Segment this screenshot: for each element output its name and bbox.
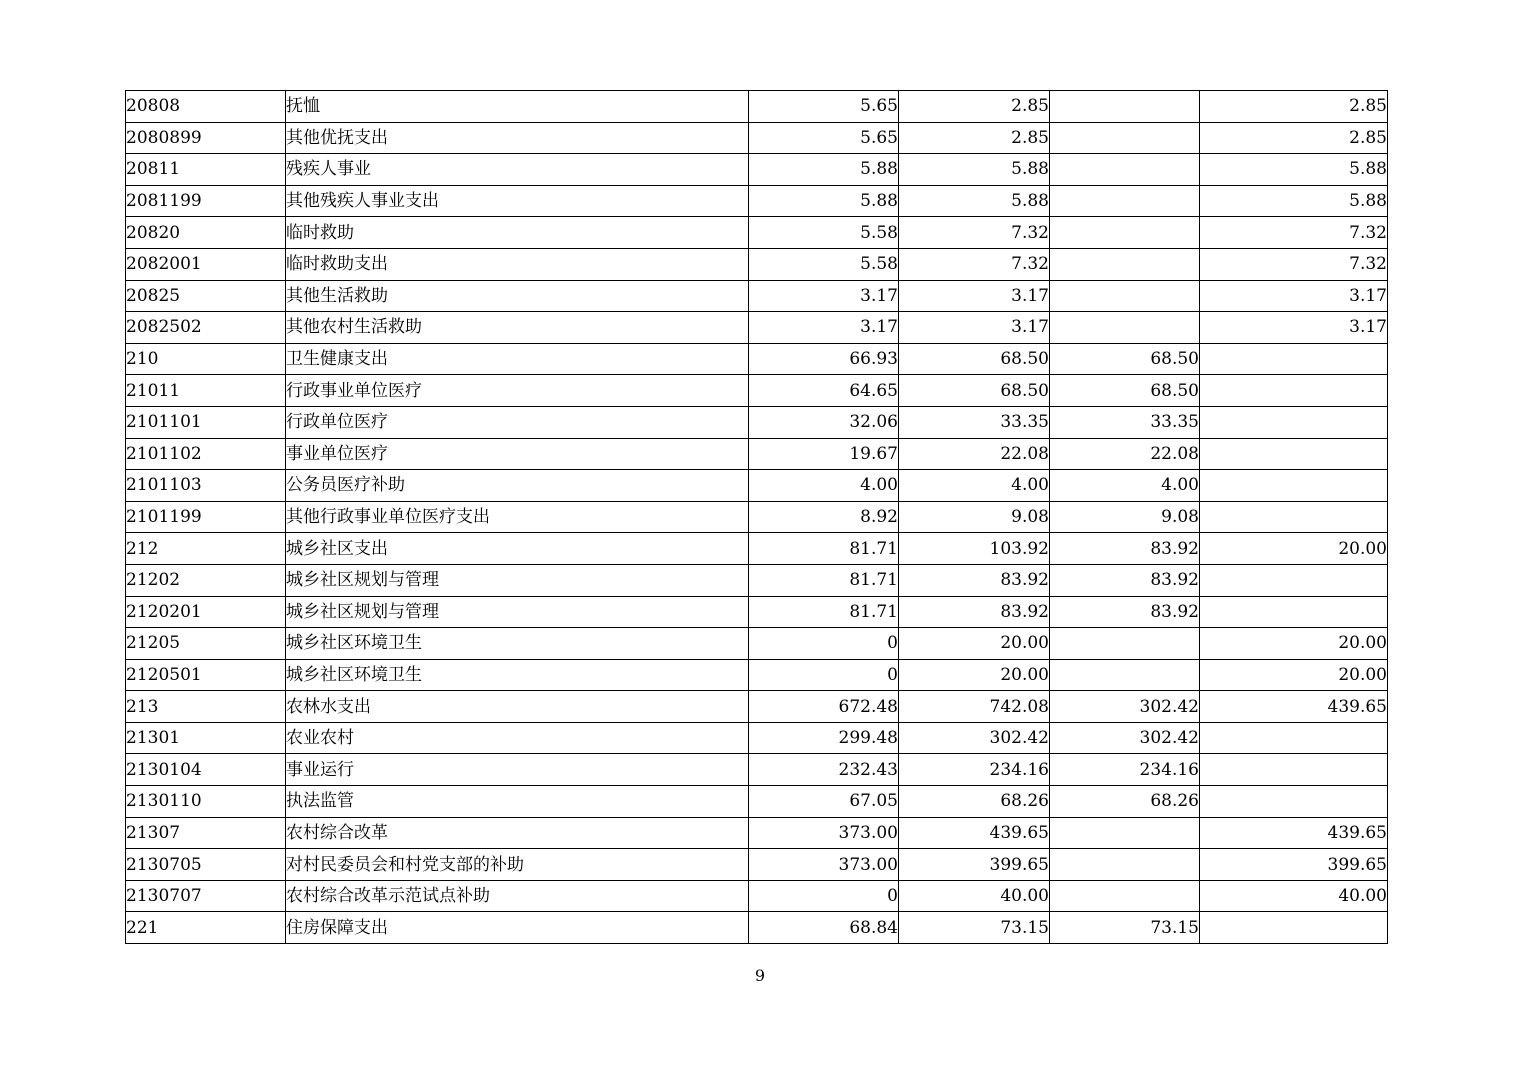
cell-value-v1: 5.88 [749,154,899,186]
cell-value-v3: 83.92 [1050,596,1200,628]
cell-value-v3 [1050,628,1200,660]
cell-code: 20808 [126,91,286,123]
cell-value-v3: 33.35 [1050,406,1200,438]
cell-name: 住房保障支出 [286,912,749,944]
cell-code: 2130110 [126,786,286,818]
cell-code: 2101199 [126,501,286,533]
cell-value-v4: 20.00 [1200,628,1388,660]
cell-value-v3 [1050,659,1200,691]
cell-name: 对村民委员会和村党支部的补助 [286,849,749,881]
cell-value-v2: 399.65 [899,849,1050,881]
cell-value-v1: 373.00 [749,849,899,881]
cell-value-v4: 40.00 [1200,880,1388,912]
cell-value-v3 [1050,185,1200,217]
cell-name: 事业单位医疗 [286,438,749,470]
cell-value-v1: 32.06 [749,406,899,438]
cell-value-v3: 68.50 [1050,343,1200,375]
cell-code: 20811 [126,154,286,186]
cell-value-v1: 5.58 [749,248,899,280]
cell-value-v2: 83.92 [899,564,1050,596]
table-row [126,754,1388,786]
table-row [126,470,1388,502]
cell-value-v1: 232.43 [749,754,899,786]
cell-name: 残疾人事业 [286,154,749,186]
cell-value-v2: 3.17 [899,312,1050,344]
cell-value-v1: 19.67 [749,438,899,470]
cell-value-v1: 5.88 [749,185,899,217]
cell-name: 卫生健康支出 [286,343,749,375]
cell-value-v2: 22.08 [899,438,1050,470]
cell-value-v2: 68.50 [899,375,1050,407]
cell-value-v3: 302.42 [1050,722,1200,754]
cell-value-v4 [1200,564,1388,596]
cell-value-v2: 7.32 [899,217,1050,249]
cell-value-v2: 103.92 [899,533,1050,565]
cell-name: 城乡社区规划与管理 [286,564,749,596]
cell-value-v1: 0 [749,880,899,912]
cell-value-v4 [1200,501,1388,533]
cell-code: 212 [126,533,286,565]
table-row [126,564,1388,596]
cell-value-v4: 20.00 [1200,533,1388,565]
cell-code: 2082001 [126,248,286,280]
cell-value-v4: 5.88 [1200,185,1388,217]
cell-value-v2: 9.08 [899,501,1050,533]
cell-name: 临时救助 [286,217,749,249]
table-row [126,628,1388,660]
table-body [126,91,1388,944]
cell-name: 行政事业单位医疗 [286,375,749,407]
cell-value-v4: 439.65 [1200,691,1388,723]
cell-value-v3 [1050,849,1200,881]
cell-code: 20825 [126,280,286,312]
cell-code: 2082502 [126,312,286,344]
cell-code: 21011 [126,375,286,407]
table-row [126,533,1388,565]
cell-value-v4: 3.17 [1200,312,1388,344]
cell-value-v3: 234.16 [1050,754,1200,786]
cell-value-v3 [1050,312,1200,344]
cell-value-v4 [1200,722,1388,754]
cell-value-v2: 40.00 [899,880,1050,912]
cell-value-v2: 20.00 [899,659,1050,691]
table-row [126,849,1388,881]
cell-code: 2130707 [126,880,286,912]
cell-code: 2101102 [126,438,286,470]
cell-name: 事业运行 [286,754,749,786]
cell-value-v1: 299.48 [749,722,899,754]
cell-name: 农业农村 [286,722,749,754]
cell-name: 执法监管 [286,786,749,818]
table-row [126,375,1388,407]
table-row [126,406,1388,438]
cell-code: 221 [126,912,286,944]
cell-value-v2: 68.26 [899,786,1050,818]
cell-code: 210 [126,343,286,375]
table-row [126,817,1388,849]
cell-value-v1: 67.05 [749,786,899,818]
cell-value-v3: 4.00 [1050,470,1200,502]
table-row [126,122,1388,154]
cell-value-v1: 672.48 [749,691,899,723]
cell-value-v4 [1200,470,1388,502]
cell-value-v4 [1200,343,1388,375]
cell-value-v4: 2.85 [1200,122,1388,154]
cell-name: 其他生活救助 [286,280,749,312]
cell-value-v1: 81.71 [749,564,899,596]
cell-value-v3: 68.50 [1050,375,1200,407]
cell-value-v1: 8.92 [749,501,899,533]
table-row [126,154,1388,186]
cell-value-v4 [1200,438,1388,470]
cell-value-v2: 234.16 [899,754,1050,786]
cell-value-v3: 83.92 [1050,564,1200,596]
table-row [126,912,1388,944]
cell-code: 2120501 [126,659,286,691]
cell-code: 2130104 [126,754,286,786]
cell-value-v3 [1050,280,1200,312]
cell-code: 2101103 [126,470,286,502]
cell-name: 城乡社区环境卫生 [286,628,749,660]
cell-value-v3: 302.42 [1050,691,1200,723]
cell-name: 其他残疾人事业支出 [286,185,749,217]
cell-code: 21301 [126,722,286,754]
cell-value-v3 [1050,880,1200,912]
cell-value-v4: 399.65 [1200,849,1388,881]
table-row [126,217,1388,249]
cell-value-v4: 20.00 [1200,659,1388,691]
cell-value-v1: 81.71 [749,596,899,628]
cell-value-v3: 68.26 [1050,786,1200,818]
cell-value-v3: 22.08 [1050,438,1200,470]
cell-value-v2: 73.15 [899,912,1050,944]
cell-value-v2: 20.00 [899,628,1050,660]
cell-name: 抚恤 [286,91,749,123]
cell-value-v4: 2.85 [1200,91,1388,123]
cell-name: 临时救助支出 [286,248,749,280]
cell-value-v2: 2.85 [899,91,1050,123]
cell-value-v2: 2.85 [899,122,1050,154]
table-row [126,280,1388,312]
cell-value-v4 [1200,754,1388,786]
cell-value-v4: 7.32 [1200,248,1388,280]
table-row [126,91,1388,123]
cell-code: 21202 [126,564,286,596]
cell-value-v3 [1050,217,1200,249]
cell-value-v2: 4.00 [899,470,1050,502]
cell-name: 其他农村生活救助 [286,312,749,344]
cell-value-v1: 81.71 [749,533,899,565]
cell-value-v3: 9.08 [1050,501,1200,533]
cell-value-v2: 302.42 [899,722,1050,754]
table-row [126,312,1388,344]
cell-value-v1: 3.17 [749,312,899,344]
cell-value-v3 [1050,122,1200,154]
page-number: 9 [754,966,766,985]
cell-value-v4: 439.65 [1200,817,1388,849]
cell-value-v1: 4.00 [749,470,899,502]
table-row [126,185,1388,217]
table-row [126,880,1388,912]
cell-code: 2130705 [126,849,286,881]
table-row [126,248,1388,280]
table-row [126,438,1388,470]
cell-value-v3 [1050,154,1200,186]
cell-value-v3 [1050,91,1200,123]
cell-name: 公务员医疗补助 [286,470,749,502]
cell-name: 行政单位医疗 [286,406,749,438]
cell-code: 21205 [126,628,286,660]
cell-value-v3 [1050,817,1200,849]
cell-name: 农林水支出 [286,691,749,723]
cell-code: 2120201 [126,596,286,628]
cell-value-v3: 83.92 [1050,533,1200,565]
cell-value-v3: 73.15 [1050,912,1200,944]
cell-value-v2: 3.17 [899,280,1050,312]
budget-table [125,90,1388,944]
cell-value-v1: 373.00 [749,817,899,849]
cell-name: 农村综合改革 [286,817,749,849]
cell-code: 21307 [126,817,286,849]
cell-value-v1: 66.93 [749,343,899,375]
cell-value-v2: 742.08 [899,691,1050,723]
cell-value-v1: 0 [749,659,899,691]
cell-code: 2081199 [126,185,286,217]
cell-code: 213 [126,691,286,723]
cell-value-v2: 5.88 [899,185,1050,217]
table-row [126,786,1388,818]
cell-name: 其他优抚支出 [286,122,749,154]
cell-code: 2080899 [126,122,286,154]
cell-value-v1: 68.84 [749,912,899,944]
cell-code: 2101101 [126,406,286,438]
cell-value-v1: 0 [749,628,899,660]
cell-name: 城乡社区环境卫生 [286,659,749,691]
cell-value-v1: 3.17 [749,280,899,312]
cell-name: 农村综合改革示范试点补助 [286,880,749,912]
cell-value-v4 [1200,786,1388,818]
cell-value-v4 [1200,375,1388,407]
cell-value-v3 [1050,248,1200,280]
table-row [126,722,1388,754]
cell-name: 其他行政事业单位医疗支出 [286,501,749,533]
table-row [126,343,1388,375]
cell-value-v1: 5.58 [749,217,899,249]
cell-value-v4: 7.32 [1200,217,1388,249]
cell-value-v4: 3.17 [1200,280,1388,312]
cell-value-v4 [1200,596,1388,628]
cell-name: 城乡社区支出 [286,533,749,565]
cell-value-v4 [1200,406,1388,438]
cell-value-v2: 68.50 [899,343,1050,375]
cell-value-v2: 439.65 [899,817,1050,849]
cell-name: 城乡社区规划与管理 [286,596,749,628]
cell-value-v1: 64.65 [749,375,899,407]
table-row [126,501,1388,533]
cell-value-v1: 5.65 [749,122,899,154]
cell-code: 20820 [126,217,286,249]
cell-value-v1: 5.65 [749,91,899,123]
cell-value-v4 [1200,912,1388,944]
cell-value-v4: 5.88 [1200,154,1388,186]
cell-value-v2: 83.92 [899,596,1050,628]
table-row [126,596,1388,628]
table-row [126,659,1388,691]
table-row [126,691,1388,723]
cell-value-v2: 5.88 [899,154,1050,186]
cell-value-v2: 7.32 [899,248,1050,280]
cell-value-v2: 33.35 [899,406,1050,438]
